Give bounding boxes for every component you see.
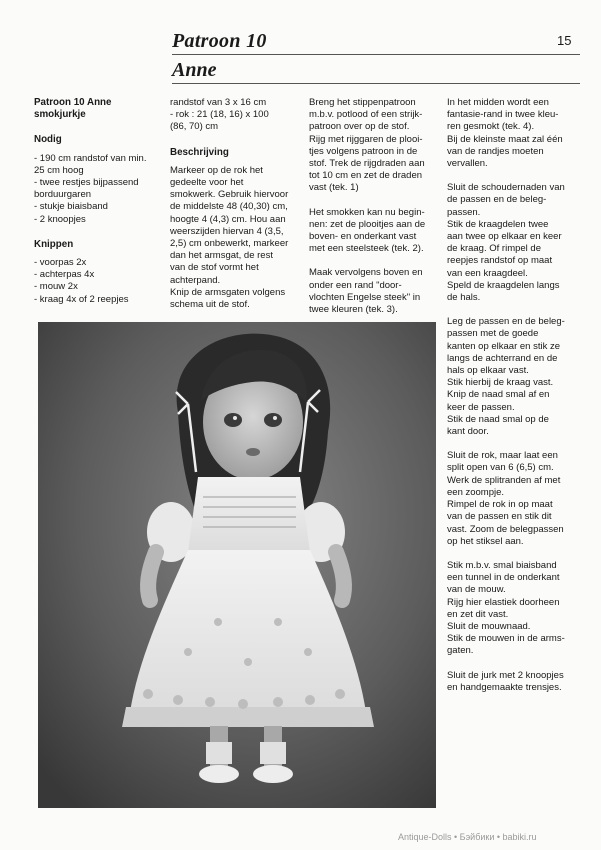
column-materials (34, 97, 164, 306)
subtitle-rule (172, 83, 580, 84)
col4-paragraph-3: Leg de passen en de beleg- passen met de goede kanten op elkaar en stik ze langs de achterrand en de hals op elkaar vast. Stik hierbij de kraag vast. Knip de naad smal af en keer de passen. Stik de naad smal op de kant door. (447, 316, 565, 438)
col4-paragraph-5: Stik m.b.v. smal biaisband een tunnel in de onderkant van de mouw. Rijg hier elastiek doorheen en zet dit vast. Sluit de mouwnaad. Stik de mouwen in de arms- gaten. (447, 559, 565, 657)
knippen-list: - voorpas 2x - achterpas 4x - mouw 2x - kraag 4x of 2 reepjes (34, 257, 129, 305)
doll-photo (38, 322, 436, 808)
watermark-text: Antique-Dolls • Бэйбики • babiki.ru (398, 832, 537, 842)
doll-illustration (38, 322, 436, 808)
col3-paragraph-2: Het smokken kan nu begin- nen: zet de plooitjes aan de boven- en onderkant vast met een steelsteek (tek. 2). (309, 206, 426, 255)
knippen-heading: Knippen (34, 238, 74, 250)
beschrijving-text: Markeer op de rok het gedeelte voor het smokwerk. Gebruik hiervoor de middelste 48 (40,30) cm, hoogte 4 (4,3) cm. Hou aan weerszijden hiervan 4 (3,5, 2,5) cm onbewerkt, markeer dan het armsgat, de rest van de stof vormt het achterpand. Knip de armsgaten volgens schema uit de stof. (170, 164, 289, 311)
cutting-continued: randstof van 3 x 16 cm - rok : 21 (18, 16) x 100 (86, 70) cm (170, 97, 269, 133)
beschrijving-heading: Beschrijving (170, 146, 229, 158)
column-smocking (309, 97, 444, 316)
page-number: 15 (557, 33, 572, 48)
col4-paragraph-1: In het midden wordt een fantasie-rand in twee kleu- ren gesmokt (tek. 4). Bij de kleinste maat zal één van de randjes moeten vervallen. (447, 97, 563, 170)
col4-paragraph-2: Sluit de schoudernaden van de passen en de beleg- passen. Stik de kraagdelen twee aan twee op elkaar en keer de kraag. Of rimpel de reepjes randstof op maat van een kraagdeel. Speld de kraagdelen langs de hals. (447, 182, 565, 304)
col4-paragraph-6: Sluit de jurk met 2 knoopjes en handgemaakte trensjes. (447, 669, 564, 693)
pattern-heading: Patroon 10 Anne smokjurkje (34, 97, 112, 121)
pattern-subtitle: Anne (172, 59, 217, 81)
pattern-title: Patroon 10 (172, 30, 267, 52)
col4-paragraph-4: Sluit de rok, maar laat een split open van 6 (6,5) cm. Werk de splitranden af met een zoompje. Rimpel de rok in op maat van de passen en stik dit vast. Zoom de belegpassen op het stiksel aan. (447, 450, 564, 547)
col3-paragraph-1: Breng het stippenpatroon m.b.v. potlood of een strijk- patroon over op de stof. Rijg met rijggaren de plooi- tjes volgens patroon in de stof. Trek de rijgdraden aan tot 10 cm en zet de draden vast (tek. 1) (309, 97, 425, 194)
nodig-heading: Nodig (34, 134, 62, 146)
column-assembly (447, 97, 587, 694)
column-description (170, 97, 305, 311)
title-rule (172, 54, 580, 55)
col3-paragraph-3: Maak vervolgens boven en onder een rand "door- vlochten Engelse steek" in twee kleuren (tek. 3). (309, 267, 423, 316)
nodig-list: - 190 cm randstof van min. 25 cm hoog - twee restjes bijpassend borduurgaren - stukje biaisband - 2 knoopjes (34, 152, 147, 225)
